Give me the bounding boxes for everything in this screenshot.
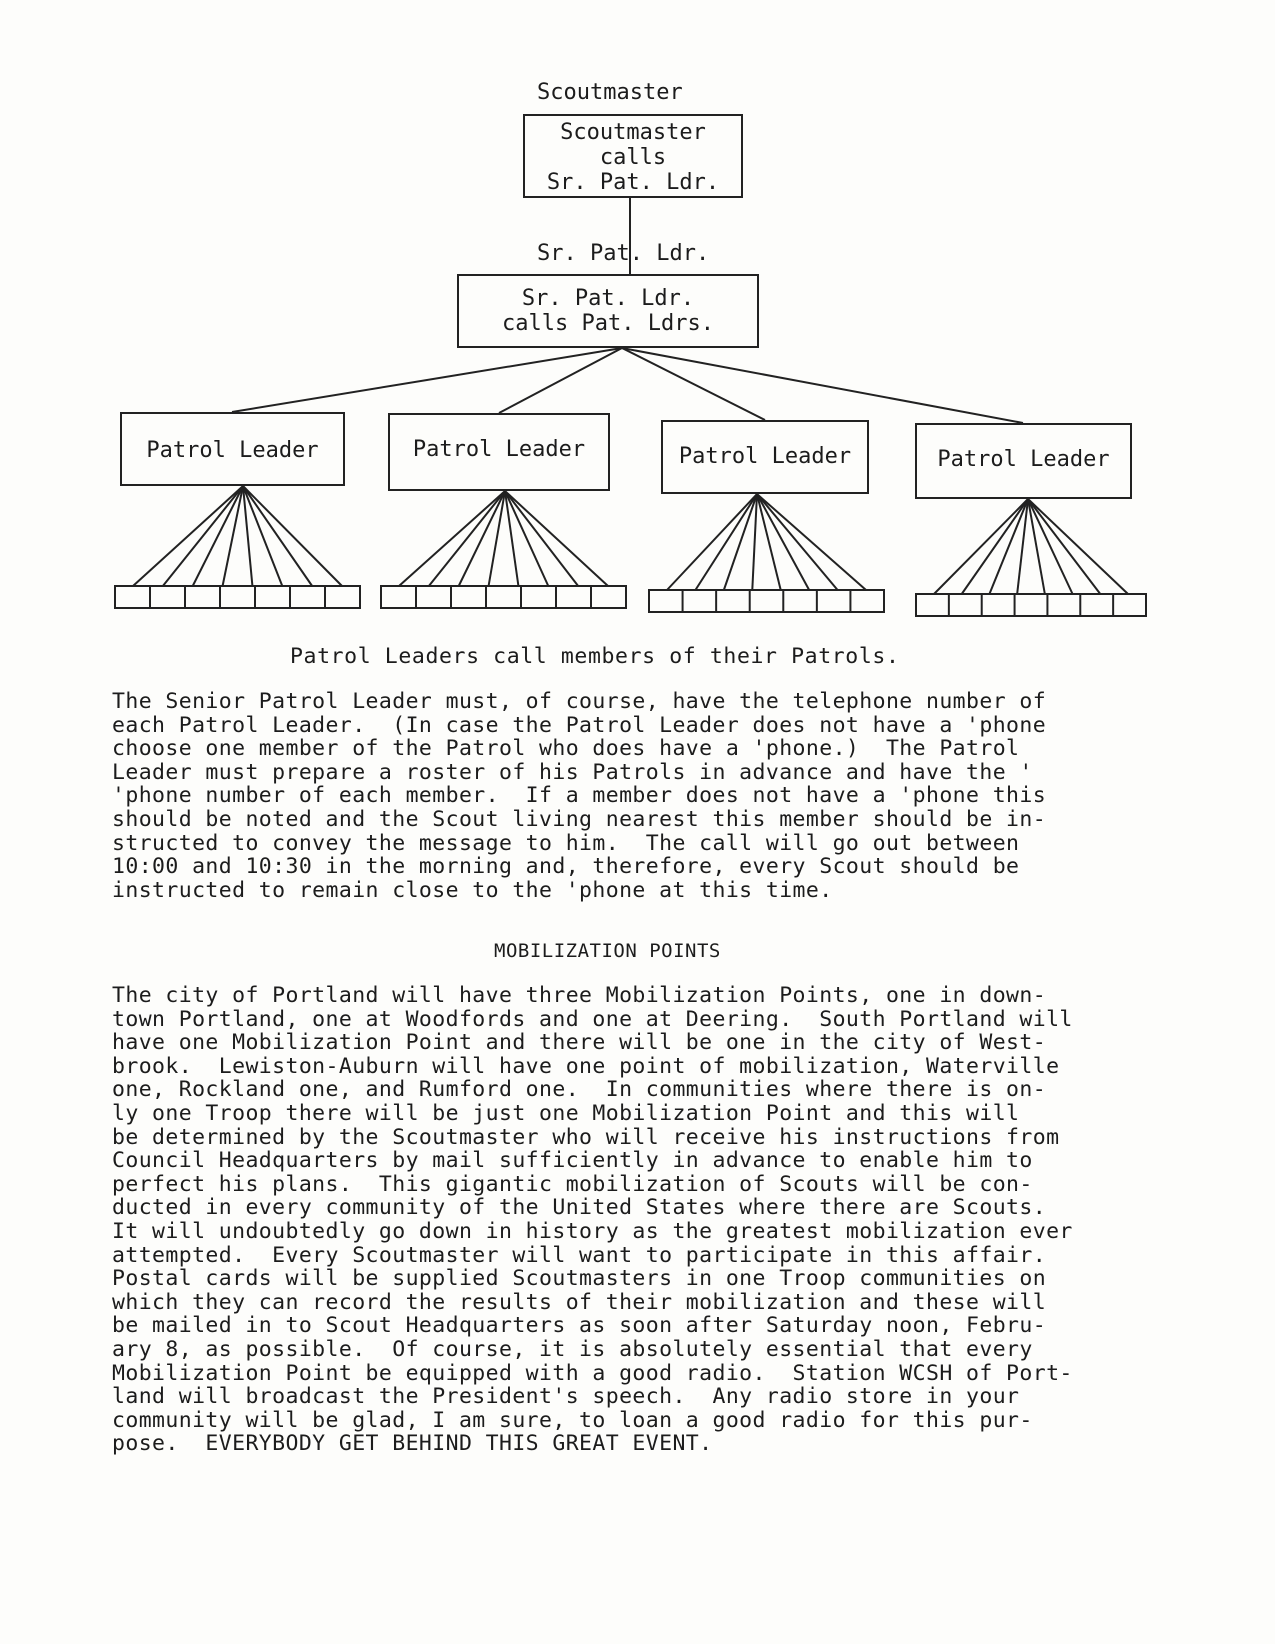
mobilization-paragraph-line: be determined by the Scoutmaster who will receive his instructions from [112,1124,1060,1150]
mobilization-paragraph-line: Council Headquarters by mail sufficiently in advance to enable him to [112,1148,1033,1174]
intro-paragraph-line: choose one member of the Patrol who does have a 'phone.) The Patrol [112,736,1020,762]
mobilization-paragraph-line: land will broadcast the President's speech. Any radio store in your [112,1384,1020,1410]
patrol-roster-4 [916,594,1146,616]
member-connector-4 [1028,499,1100,594]
patrol-roster-1 [115,586,360,608]
senior-patrol-leader-box-line-2: calls Pat. Ldrs. [502,311,714,336]
scoutmaster-box-line-2: calls [599,145,667,170]
intro-paragraph-line: 'phone number of each member. If a member does not have a 'phone this [112,783,1047,809]
senior-patrol-leader-box [457,274,759,348]
member-connector-1 [243,486,252,586]
mobilization-paragraph-line: have one Mobilization Point and there will be one in the city of West- [112,1030,1047,1056]
patrol-leader-box-3-label: Patrol Leader [678,444,852,469]
patrol-leader-box-4 [915,423,1132,499]
intro-paragraph-line: structed to convey the message to him. The call will go out between [112,830,1020,856]
intro-paragraph [112,690,1172,902]
patrol-roster-3 [649,590,884,612]
mobilization-paragraph-line: brook. Lewiston-Auburn will have one point of mobilization, Waterville [112,1053,1060,1079]
member-connector-3 [757,494,866,590]
mobilization-paragraph-line: pose. EVERYBODY GET BEHIND THIS GREAT EVENT. [112,1431,713,1457]
patrol-leader-box-4-label: Patrol Leader [937,447,1110,472]
member-connector-1 [163,486,243,586]
member-connector-2 [399,491,505,586]
intro-paragraph-line: Leader must prepare a roster of his Patrols in advance and have the ' [112,759,1033,785]
intro-paragraph-line: 10:00 and 10:30 in the morning and, therefore, every Scout should be [112,854,1020,880]
mobilization-paragraph-line: ary 8, as possible. Of course, it is absolutely essential that every [112,1336,1033,1362]
scoutmaster-box-line-1: Scoutmaster [560,120,706,145]
scoutmaster-box [523,114,743,198]
patrol-leader-box-2 [388,413,610,491]
mobilization-points-heading: MOBILIZATION POINTS [494,940,721,962]
intro-paragraph-line: should be noted and the Scout living nearest this member should be in- [112,806,1047,832]
connector-senior-to-patrol-3 [622,348,765,420]
intro-paragraph-line: The Senior Patrol Leader must, of course, have the telephone number of [112,689,1047,714]
mobilization-paragraph-line: which they can record the results of their mobilization and these will [112,1289,1047,1315]
member-connector-2 [429,491,505,586]
patrol-leader-box-1 [120,412,345,486]
scoutmaster-box-line-3: Sr. Pat. Ldr. [546,170,720,195]
mobilization-paragraph-line: Mobilization Point be equipped with a good radio. Station WCSH of Port- [112,1360,1073,1386]
member-connector-3 [695,494,757,590]
member-connector-1 [243,486,342,586]
senior-patrol-leader-label: Sr. Pat. Ldr. [537,241,710,266]
org-chart-caption: Patrol Leaders call members of their Patrols. [290,644,900,669]
mobilization-paragraph-line: ly one Troop there will be just one Mobilization Point and this will [112,1100,1020,1126]
mobilization-paragraph-line: be mailed in to Scout Headquarters as soon after Saturday noon, Febru- [112,1313,1047,1339]
member-connector-1 [193,486,243,586]
mobilization-paragraph-line: attempted. Every Scoutmaster will want to participate in this affair. [112,1242,1047,1268]
mobilization-paragraph-line: The city of Portland will have three Mobilization Points, one in down- [112,983,1047,1008]
member-connector-3 [667,494,757,590]
patrol-leader-box-1-label: Patrol Leader [146,438,319,463]
mobilization-paragraph-line: Postal cards will be supplied Scoutmasters in one Troop communities on [112,1266,1047,1292]
mobilization-paragraph [112,984,1172,1456]
patrol-roster-2 [381,586,626,608]
member-connector-3 [757,494,809,590]
mobilization-paragraph-line: community will be glad, I am sure, to loan a good radio for this pur- [112,1407,1033,1433]
connector-senior-to-patrol-4 [622,348,1023,423]
patrol-leader-box-2-label: Patrol Leader [412,437,586,462]
member-connector-4 [934,499,1028,594]
intro-paragraph-line: each Patrol Leader. (In case the Patrol Leader does not have a 'phone [112,712,1047,738]
member-connector-2 [505,491,608,586]
scoutmaster-label: Scoutmaster [537,80,683,105]
member-connector-1 [243,486,312,586]
mobilization-paragraph-line: town Portland, one at Woodfords and one at Deering. South Portland will [112,1006,1073,1032]
mobilization-paragraph-line: perfect his plans. This gigantic mobilization of Scouts will be con- [112,1171,1033,1197]
intro-paragraph-line: instructed to remain close to the 'phone at this time. [112,877,833,903]
member-connector-2 [489,491,505,586]
patrol-leader-box-3 [661,420,869,494]
mobilization-paragraph-line: It will undoubtedly go down in history as the greatest mobilization ever [112,1218,1073,1244]
member-connector-4 [1028,499,1073,594]
mobilization-paragraph-line: ducted in every community of the United States where there are Scouts. [112,1195,1047,1221]
mobilization-paragraph-line: one, Rockland one, and Rumford one. In communities where there is on- [112,1077,1047,1103]
senior-patrol-leader-box-line-1: Sr. Pat. Ldr. [521,286,695,311]
